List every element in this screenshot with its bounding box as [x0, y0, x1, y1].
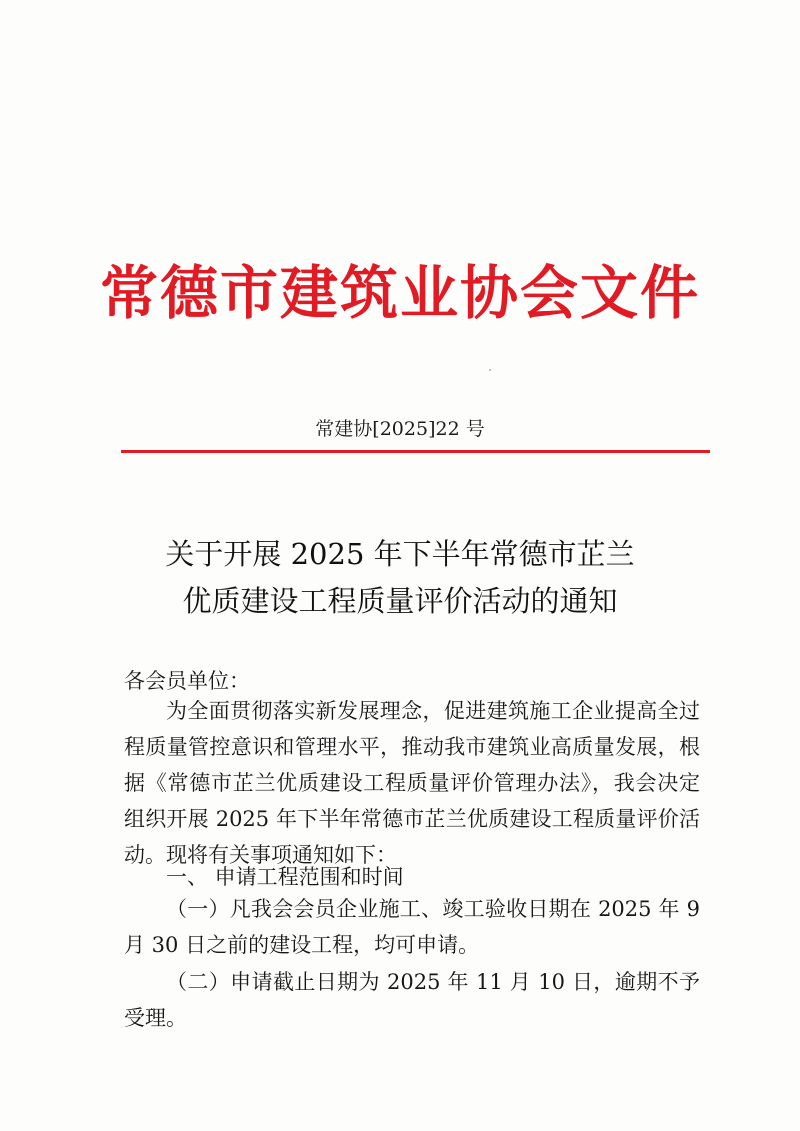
section-1-item-1: （一）凡我会会员企业施工、竣工验收日期在 2025 年 9 月 30 日之前的建设工程，均可申请。	[124, 897, 700, 957]
salutation: 各会员单位：	[124, 669, 250, 693]
scan-artifact-dot	[489, 369, 491, 371]
notice-title-line-2: 优质建设工程质量评价活动的通知	[182, 584, 618, 618]
document-header-title: 常德市建筑业协会文件	[99, 259, 700, 327]
notice-title-line-1: 关于开展 2025 年下半年常德市芷兰	[165, 537, 635, 571]
section-1-heading: 一、 申请工程范围和时间	[166, 865, 404, 889]
intro-paragraph: 为全面贯彻落实新发展理念，促进建筑施工企业提高全过程质量管控意识和管理水平，推动我市建筑业高质量发展，根据《常德市芷兰优质建设工程质量评价管理办法》，我会决定组织开展 2025 年下半年常德市芷兰优质建设工程质量评价活动。现将有关事项通知如下：	[124, 699, 700, 867]
section-1-item-2: （二）申请截止日期为 2025 年 11 月 10 日，逾期不予受理。	[124, 970, 700, 1030]
header-divider-line	[121, 450, 710, 453]
document-number: 常建协[2025]22 号	[315, 418, 485, 440]
